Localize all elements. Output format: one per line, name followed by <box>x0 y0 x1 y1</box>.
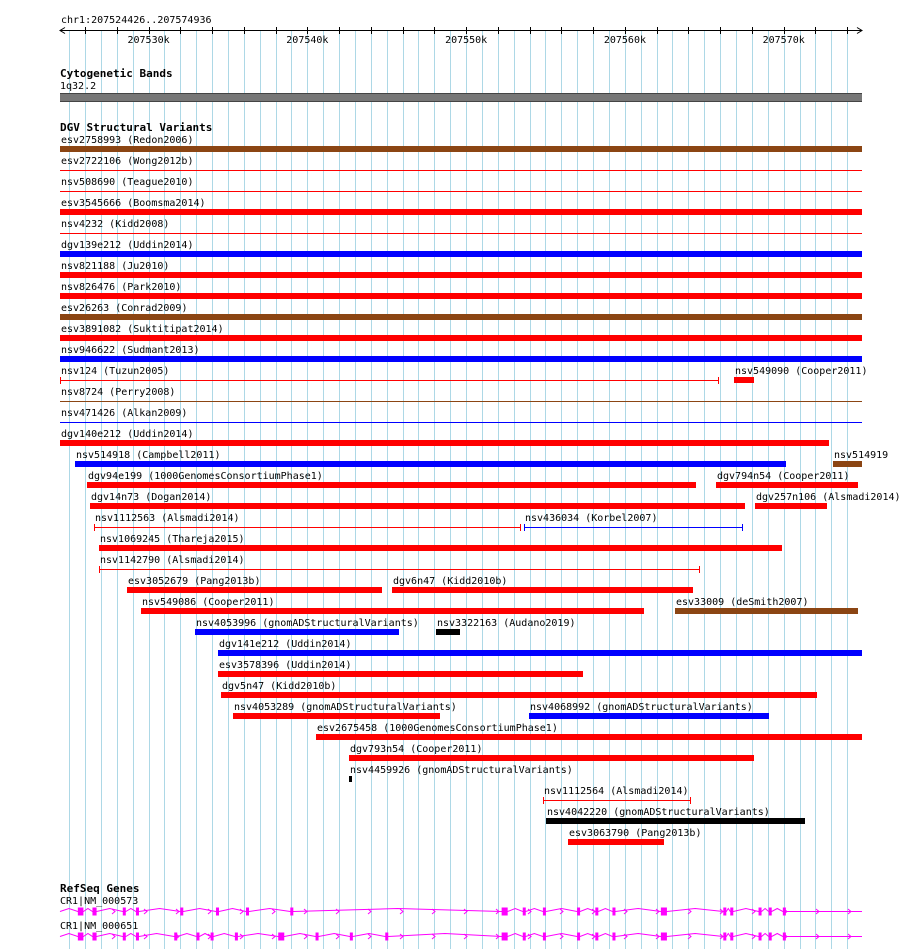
refseq-intron-line <box>60 934 862 937</box>
refseq-exon <box>543 908 546 916</box>
dgv-feature-label: dgv794n54 (Cooper2011) <box>717 471 850 482</box>
dgv-feature-bar[interactable] <box>60 251 862 257</box>
cytoband-track-title: Cytogenetic Bands <box>60 67 173 80</box>
dgv-feature-source: Audano2019 <box>509 618 570 629</box>
dgv-feature-id: nsv508690 <box>61 177 116 188</box>
dgv-feature-bar[interactable] <box>734 377 754 383</box>
dgv-feature-label: dgv140e212 (Uddin2014) <box>61 429 194 440</box>
dgv-feature-id: nsv4053996 <box>196 618 257 629</box>
dgv-feature-source: deSmith2007 <box>736 597 803 608</box>
dgv-feature-id: nsv946622 <box>61 345 116 356</box>
dgv-feature-bar[interactable] <box>568 839 664 845</box>
dgv-feature-end-tick <box>718 377 719 384</box>
dgv-feature-label: dgv94e199 (1000GenomesConsortiumPhase1) <box>88 471 323 482</box>
dgv-feature-label: nsv4042220 (gnomADStructuralVariants) <box>547 807 770 818</box>
dgv-feature-id: dgv793n54 <box>350 744 405 755</box>
refseq-exon <box>290 908 293 916</box>
strand-arrow-icon <box>432 934 435 939</box>
dgv-feature-id: dgv6n47 <box>393 576 436 587</box>
dgv-feature-source: Kidd2010b <box>447 576 502 587</box>
strand-arrow-icon <box>560 909 563 914</box>
dgv-feature-id: nsv4068992 <box>530 702 591 713</box>
strand-arrow-icon <box>688 909 691 914</box>
dgv-feature-source: Uddin2014 <box>133 240 188 251</box>
dgv-feature-label: nsv514918 (Campbell2011) <box>76 450 221 461</box>
refseq-exon <box>502 908 508 916</box>
dgv-feature-bar[interactable] <box>75 461 786 467</box>
dgv-feature-bar[interactable] <box>60 440 829 446</box>
dgv-feature-start-tick <box>524 524 525 531</box>
dgv-feature-id: dgv5n47 <box>222 681 265 692</box>
dgv-feature-bar[interactable] <box>94 527 521 528</box>
dgv-feature-bar[interactable] <box>218 650 862 656</box>
dgv-feature-id: dgv139e212 <box>61 240 122 251</box>
dgv-feature-label: nsv3322163 (Audano2019) <box>437 618 576 629</box>
refseq-exon <box>235 933 238 941</box>
dgv-feature-label: nsv124 (Tuzun2005) <box>61 366 170 377</box>
dgv-feature-bar[interactable] <box>60 293 862 299</box>
dgv-feature-source: gnomADStructuralVariants <box>422 765 567 776</box>
dgv-feature-label: nsv1069245 (Thareja2015) <box>100 534 245 545</box>
dgv-feature-end-tick <box>690 797 691 804</box>
dgv-feature-label: nsv8724 (Perry2008) <box>61 387 176 398</box>
dgv-feature-bar[interactable] <box>392 587 693 593</box>
dgv-feature-source: Uddin2014 <box>133 429 188 440</box>
dgv-feature-label: nsv4459926 (gnomADStructuralVariants) <box>350 765 573 776</box>
dgv-feature-end-tick <box>699 566 700 573</box>
dgv-feature-source: Perry2008 <box>115 387 170 398</box>
strand-arrow-icon <box>272 909 275 914</box>
dgv-feature-label: esv3578396 (Uddin2014) <box>219 660 352 671</box>
dgv-feature-bar[interactable] <box>141 608 644 614</box>
dgv-feature-bar[interactable] <box>60 380 719 381</box>
dgv-feature-id: nsv514918 <box>76 450 131 461</box>
dgv-feature-id: esv2675458 <box>317 723 378 734</box>
dgv-feature-bar[interactable] <box>60 272 862 278</box>
refseq-exon <box>769 908 772 916</box>
dgv-feature-id: esv2722106 <box>61 156 122 167</box>
strand-arrow-icon <box>240 909 243 914</box>
refseq-exon <box>92 933 96 941</box>
dgv-feature-id: nsv1069245 <box>100 534 161 545</box>
dgv-feature-id: esv3545666 <box>61 198 122 209</box>
strand-arrow-icon <box>208 934 211 939</box>
refseq-gene-label: CR1|NM_000651 <box>60 921 139 932</box>
dgv-feature-bar[interactable] <box>755 503 827 509</box>
refseq-exon <box>502 933 508 941</box>
dgv-feature-id: esv2758993 <box>61 135 122 146</box>
dgv-feature-id: nsv826476 <box>61 282 116 293</box>
refseq-exon <box>278 933 284 941</box>
dgv-feature-label: esv33009 (deSmith2007) <box>676 597 809 608</box>
dgv-feature-source: Thareja2015 <box>172 534 239 545</box>
dgv-feature-source: 1000GenomesConsortiumPhase1 <box>389 723 552 734</box>
dgv-feature-bar[interactable] <box>60 191 862 192</box>
dgv-feature-bar[interactable] <box>233 713 440 719</box>
refseq-exon <box>661 933 667 941</box>
dgv-feature-source: Sudmant2013 <box>127 345 194 356</box>
refseq-exon <box>730 908 733 916</box>
strand-arrow-icon <box>368 934 371 939</box>
refseq-exon <box>246 908 249 916</box>
dgv-feature-bar[interactable] <box>60 335 862 341</box>
dgv-feature-id: esv3891082 <box>61 324 122 335</box>
dgv-feature-label: nsv549090 (Cooper2011) <box>735 366 868 377</box>
dgv-feature-bar[interactable] <box>436 629 460 635</box>
dgv-feature-label: dgv793n54 (Cooper2011) <box>350 744 483 755</box>
dgv-feature-label: nsv4232 (Kidd2008) <box>61 219 170 230</box>
dgv-feature-label <box>834 450 888 461</box>
strand-arrow-icon <box>592 934 595 939</box>
dgv-feature-source: Alsmadi2014 <box>616 786 683 797</box>
dgv-feature-id: dgv94e199 <box>88 471 143 482</box>
dgv-feature-label: dgv5n47 (Kidd2010b) <box>222 681 337 692</box>
refseq-exon <box>612 908 615 916</box>
strand-arrow-icon <box>144 909 147 914</box>
dgv-feature-bar[interactable] <box>90 503 745 509</box>
dgv-feature-bar[interactable] <box>99 569 700 570</box>
dgv-feature-source: Alsmadi2014 <box>167 513 234 524</box>
strand-arrow-icon <box>400 909 403 914</box>
dgv-feature-id: esv26263 <box>61 303 110 314</box>
dgv-feature-label: esv3052679 (Pang2013b) <box>128 576 261 587</box>
dgv-feature-id: nsv4459926 <box>350 765 411 776</box>
dgv-feature-source: 1000GenomesConsortiumPhase1 <box>154 471 317 482</box>
refseq-exon <box>316 933 319 941</box>
refseq-exon <box>759 908 762 916</box>
dgv-feature-id: nsv821188 <box>61 261 116 272</box>
dgv-feature-source: Pang2013b <box>200 576 255 587</box>
dgv-feature-id: nsv514919 <box>834 450 889 461</box>
dgv-feature-bar[interactable] <box>195 629 399 635</box>
ruler-tick-label: 207540k <box>286 35 329 46</box>
refseq-exon <box>123 908 126 916</box>
dgv-feature-label: esv26263 (Conrad2009) <box>61 303 188 314</box>
dgv-feature-bar[interactable] <box>529 713 769 719</box>
dgv-feature-id: nsv4042220 <box>547 807 608 818</box>
dgv-feature-start-tick <box>94 524 95 531</box>
dgv-feature-source: Kidd2010b <box>276 681 331 692</box>
dgv-feature-id: nsv1142790 <box>100 555 161 566</box>
refseq-gene-model[interactable] <box>0 905 890 921</box>
dgv-feature-id: nsv549086 <box>142 597 197 608</box>
refseq-exon <box>577 908 580 916</box>
dgv-feature-label: dgv257n106 (Alsmadi2014) <box>756 492 901 503</box>
dgv-feature-source: Redon2006 <box>133 135 188 146</box>
location-label: chr1:207524426..207574936 <box>61 15 212 26</box>
dgv-feature-label: nsv4053996 (gnomADStructuralVariants) <box>196 618 419 629</box>
dgv-feature-source: Park2010 <box>127 282 176 293</box>
refseq-exon <box>136 908 139 916</box>
dgv-feature-bar[interactable] <box>221 692 817 698</box>
dgv-feature-bar[interactable] <box>60 401 862 402</box>
dgv-feature-id: nsv4232 <box>61 219 104 230</box>
dgv-feature-bar[interactable] <box>349 776 352 782</box>
dgv-feature-source: Cooper2011 <box>416 744 477 755</box>
refseq-exon <box>759 933 762 941</box>
dgv-feature-start-tick <box>543 797 544 804</box>
strand-arrow-icon <box>272 934 275 939</box>
refseq-exon <box>543 933 546 941</box>
refseq-exon <box>612 933 615 941</box>
dgv-feature-label: nsv1142790 (Alsmadi2014) <box>100 555 245 566</box>
strand-arrow-icon <box>400 934 403 939</box>
dgv-feature-source: Alsmadi2014 <box>828 492 895 503</box>
dgv-feature-bar[interactable] <box>87 482 696 488</box>
dgv-feature-bar[interactable] <box>316 734 862 740</box>
refseq-exon <box>180 908 183 916</box>
dgv-feature-label: nsv4068992 (gnomADStructuralVariants) <box>530 702 753 713</box>
dgv-feature-label: esv2722106 (Wong2012b) <box>61 156 194 167</box>
dgv-feature-source: Teague2010 <box>127 177 188 188</box>
dgv-feature-end-tick <box>520 524 521 531</box>
dgv-feature-label: dgv14n73 (Dogan2014) <box>91 492 212 503</box>
refseq-gene-label: CR1|NM_000573 <box>60 896 139 907</box>
dgv-feature-bar[interactable] <box>524 527 743 528</box>
refseq-exon <box>216 908 219 916</box>
dgv-feature-source: Ju2010 <box>127 261 164 272</box>
dgv-feature-id: nsv8724 <box>61 387 104 398</box>
dgv-feature-bar[interactable] <box>833 461 862 467</box>
refseq-exon <box>174 933 177 941</box>
dgv-feature-source: gnomADStructuralVariants <box>306 702 451 713</box>
dgv-feature-id: dgv141e212 <box>219 639 280 650</box>
refseq-exon <box>196 933 199 941</box>
refseq-exon <box>577 933 580 941</box>
dgv-feature-bar[interactable] <box>127 587 382 593</box>
strand-arrow-icon <box>752 909 755 914</box>
dgv-feature-source: Cooper2011 <box>783 471 844 482</box>
dgv-feature-label: esv3891082 (Suktitipat2014) <box>61 324 224 335</box>
refseq-exon <box>123 933 126 941</box>
dgv-feature-start-tick <box>60 377 61 384</box>
dgv-feature-source: gnomADStructuralVariants <box>602 702 747 713</box>
dgv-feature-bar[interactable] <box>60 233 862 234</box>
strand-arrow-icon <box>688 934 691 939</box>
refseq-exon <box>523 908 526 916</box>
dgv-feature-bar[interactable] <box>60 314 862 320</box>
dgv-feature-start-tick <box>99 566 100 573</box>
dgv-track-title: DGV Structural Variants <box>60 121 213 134</box>
refseq-exon <box>136 933 139 941</box>
dgv-feature-source: Cooper2011 <box>208 597 269 608</box>
refseq-gene-model[interactable] <box>0 930 890 946</box>
dgv-feature-id: nsv549090 <box>735 366 790 377</box>
dgv-feature-id: esv3052679 <box>128 576 189 587</box>
dgv-feature-id: nsv124 <box>61 366 98 377</box>
dgv-feature-source: Suktitipat2014 <box>133 324 218 335</box>
dgv-feature-bar[interactable] <box>546 818 805 824</box>
strand-arrow-icon <box>560 934 563 939</box>
dgv-feature-label: nsv4053289 (gnomADStructuralVariants) <box>234 702 457 713</box>
refseq-exon <box>769 933 772 941</box>
dgv-feature-bar[interactable] <box>349 755 754 761</box>
dgv-feature-id: nsv1112564 <box>544 786 605 797</box>
dgv-feature-source: Uddin2014 <box>291 660 346 671</box>
strand-arrow-icon <box>592 909 595 914</box>
dgv-feature-label: nsv471426 (Alkan2009) <box>61 408 188 419</box>
dgv-feature-label: nsv946622 (Sudmant2013) <box>61 345 200 356</box>
strand-arrow-icon <box>208 909 211 914</box>
dgv-feature-source: Alsmadi2014 <box>172 555 239 566</box>
ruler-tick-label: 207560k <box>603 35 646 46</box>
dgv-feature-source: Campbell2011 <box>142 450 215 461</box>
dgv-feature-label: nsv436034 (Korbel2007) <box>525 513 658 524</box>
dgv-feature-id: nsv1112563 <box>95 513 156 524</box>
dgv-feature-label: esv2758993 (Redon2006) <box>61 135 194 146</box>
refseq-exon <box>730 933 733 941</box>
dgv-feature-bar[interactable] <box>60 422 862 423</box>
strand-arrow-icon <box>752 934 755 939</box>
dgv-feature-source: Wong2012b <box>133 156 188 167</box>
dgv-feature-label: nsv1112564 (Alsmadi2014) <box>544 786 689 797</box>
dgv-feature-id: esv3578396 <box>219 660 280 671</box>
dgv-feature-source: Cooper2011 <box>801 366 862 377</box>
dgv-feature-source: Alkan2009 <box>127 408 182 419</box>
dgv-feature-id: esv33009 <box>676 597 725 608</box>
ruler-tick-label: 207570k <box>762 35 805 46</box>
ruler-tick-label: 207530k <box>127 35 170 46</box>
dgv-feature-label: nsv826476 (Park2010) <box>61 282 182 293</box>
dgv-feature-source: Boomsma2014 <box>133 198 200 209</box>
dgv-feature-label: esv3545666 (Boomsma2014) <box>61 198 206 209</box>
dgv-feature-label: dgv139e212 (Uddin2014) <box>61 240 194 251</box>
dgv-feature-label: nsv508690 (Teague2010) <box>61 177 194 188</box>
dgv-feature-bar[interactable] <box>99 545 782 551</box>
cytoband-label: 1q32.2 <box>60 81 97 92</box>
refseq-track-title: RefSeq Genes <box>60 882 140 895</box>
dgv-feature-id: dgv14n73 <box>91 492 140 503</box>
dgv-feature-id: nsv4053289 <box>234 702 295 713</box>
cytoband-bar[interactable] <box>60 93 862 102</box>
dgv-feature-source: Pang2013b <box>641 828 696 839</box>
dgv-feature-source: Tuzun2005 <box>109 366 164 377</box>
dgv-feature-id: esv3063790 <box>569 828 630 839</box>
dgv-feature-id: dgv257n106 <box>756 492 817 503</box>
dgv-feature-bar[interactable] <box>675 608 858 614</box>
dgv-feature-bar[interactable] <box>543 800 691 801</box>
dgv-feature-bar[interactable] <box>218 671 583 677</box>
dgv-feature-source: Korbel2007 <box>591 513 652 524</box>
dgv-feature-end-tick <box>742 524 743 531</box>
refseq-exon <box>661 908 667 916</box>
dgv-feature-bar[interactable] <box>60 146 862 152</box>
dgv-feature-bar[interactable] <box>60 170 862 171</box>
dgv-feature-source: Dogan2014 <box>151 492 206 503</box>
ruler-tick-label: 207550k <box>445 35 488 46</box>
refseq-exon <box>92 908 96 916</box>
dgv-feature-bar[interactable] <box>60 356 862 362</box>
dgv-feature-source: gnomADStructuralVariants <box>619 807 764 818</box>
refseq-exon <box>523 933 526 941</box>
dgv-feature-id: nsv471426 <box>61 408 116 419</box>
dgv-feature-source: Uddin2014 <box>291 639 346 650</box>
dgv-feature-label: dgv6n47 (Kidd2010b) <box>393 576 508 587</box>
dgv-feature-label: nsv549086 (Cooper2011) <box>142 597 275 608</box>
dgv-feature-id: nsv436034 <box>525 513 580 524</box>
dgv-feature-id: dgv140e212 <box>61 429 122 440</box>
dgv-feature-id: nsv3322163 <box>437 618 498 629</box>
dgv-feature-source: gnomADStructuralVariants <box>268 618 413 629</box>
dgv-feature-id: dgv794n54 <box>717 471 772 482</box>
dgv-feature-bar[interactable] <box>716 482 858 488</box>
dgv-feature-label: nsv1112563 (Alsmadi2014) <box>95 513 240 524</box>
refseq-exon <box>350 933 353 941</box>
refseq-exon <box>385 933 388 941</box>
dgv-feature-label: esv3063790 (Pang2013b) <box>569 828 702 839</box>
dgv-feature-source: Kidd2008 <box>115 219 164 230</box>
strand-arrow-icon <box>464 909 467 914</box>
dgv-feature-bar[interactable] <box>60 209 862 215</box>
dgv-feature-label: dgv141e212 (Uddin2014) <box>219 639 352 650</box>
dgv-feature-label: nsv821188 (Ju2010) <box>61 261 170 272</box>
dgv-feature-source: Conrad2009 <box>121 303 182 314</box>
dgv-feature-label: esv2675458 (1000GenomesConsortiumPhase1) <box>317 723 558 734</box>
